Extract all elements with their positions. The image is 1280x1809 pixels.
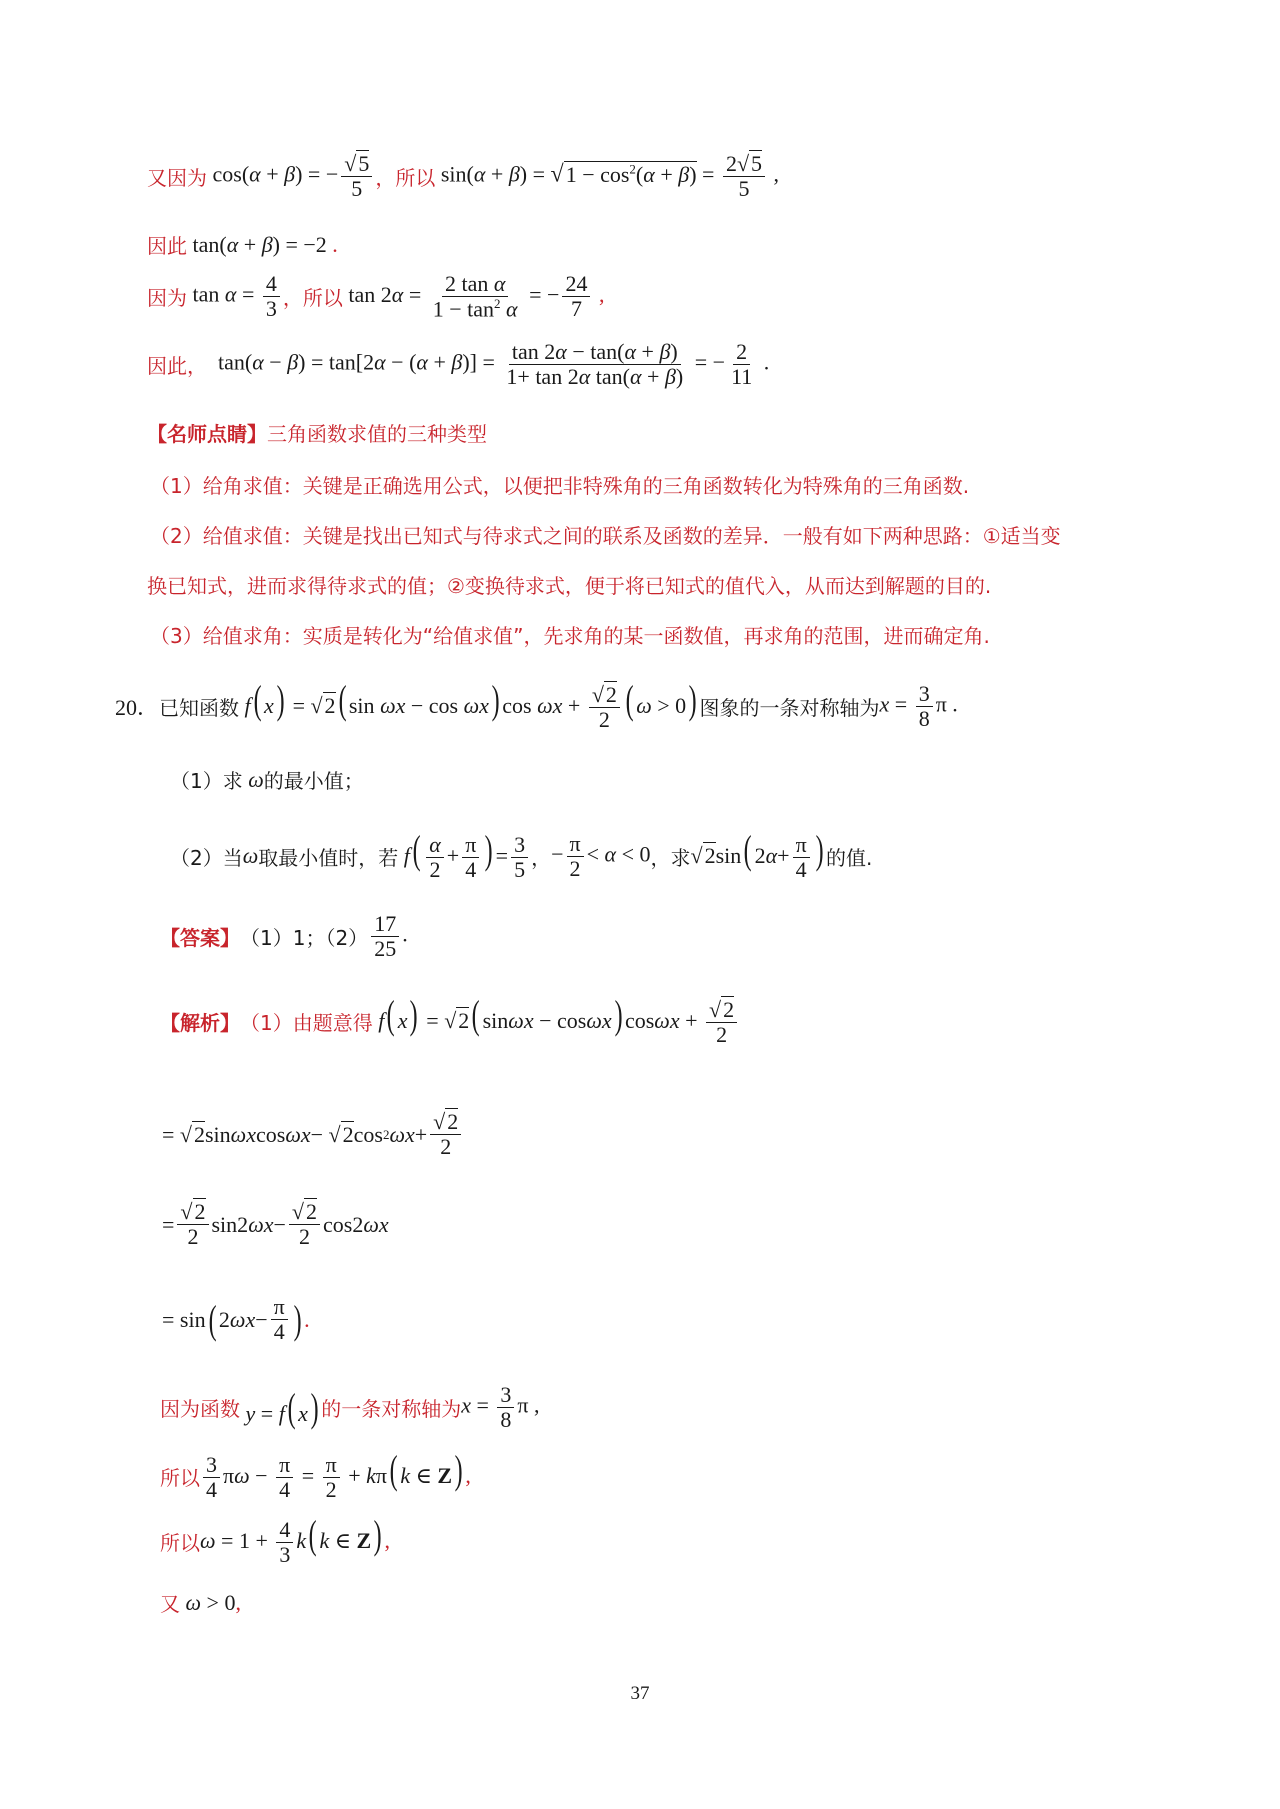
text: 的最小值；: [263, 769, 364, 793]
tip-item-2-cont: 换已知式，进而求得待求式的值；②变换待求式，便于将已知式的值代入，从而达到解题的目的.: [147, 574, 992, 598]
formula-omega-positive: ω > 0,: [185, 1589, 241, 1615]
formula-tan-diff: tan(α − β) = tan[2α − (α + β)] = $\frac{\tan 2\alpha - \tan(\alpha + \beta)}{\text{1+ tan 2α tan(α + β)}}$ = − $\frac{2}{11}$ .: [207, 339, 770, 390]
tip-item-3: （3）给值求角：实质是转化为“给值求值”，先求角的某一函数值，再求角的范围，进而确定角.: [150, 624, 990, 648]
formula-cos-sum: cos(α + β) = − $\frac{√5}{5}$: [207, 152, 375, 201]
text: 所以: [160, 1465, 200, 1490]
text: 取最小值时，若: [258, 845, 399, 870]
text: ，求: [650, 845, 691, 870]
text: （2）当: [170, 845, 243, 870]
teacher-tip-heading: [147, 418, 487, 447]
answer-text: （1）1；（2）: [240, 926, 369, 951]
formula-q2-condition: f( $\frac{\alpha}{2}$ + $\frac{\pi}{4}$ ) = $\frac{3}{5}$: [398, 830, 531, 883]
formula-alpha-range: − $\frac{\pi}{2}$ < α < 0: [551, 830, 651, 881]
text: 又因为: [147, 166, 207, 191]
step-3: = sin ( 2 ωx − $\frac{\pi}{4}$ ) .: [162, 1294, 310, 1345]
solution-line-tan-sum: [147, 230, 338, 259]
text: 已知函数: [159, 695, 240, 720]
text: （1）由题意得: [240, 1010, 373, 1035]
text: 因为: [147, 286, 187, 311]
tip-item-2: （2）给值求值：关键是找出已知式与待求式之间的联系及函数的差异．一般有如下两种思路：①适当变: [150, 524, 1061, 548]
text: 又: [160, 1592, 180, 1616]
formula-axis-restated: x = $\frac{3}{8}$ π ,: [461, 1382, 540, 1433]
answer-tag: 【答案】: [160, 926, 240, 951]
solution-line-tan-diff: [147, 340, 769, 389]
text: 因此，: [147, 354, 207, 379]
formula-equation: $\frac{3}{4}$ πω − $\frac{\pi}{4}$ = $\frac{\pi}{2}$ + kπ( k ∈ Z) ,: [200, 1450, 471, 1503]
tip-title: 三角函数求值的三种类型: [267, 422, 487, 446]
analysis-tag: 【解析】: [160, 1010, 240, 1035]
step-2: = $\frac{√2}{2}$ sin2 ωx − $\frac{√2}{2}$ cos2 ωx: [162, 1199, 389, 1250]
formula-tan-2a: tan 2α = $\frac{\text{2 tan α}}{1 - \tan^2 \alpha}$ = − $\frac{24}{7}$ ,: [342, 271, 605, 322]
text: 因此: [147, 234, 187, 258]
omega-solution-line: [160, 1512, 391, 1568]
analysis-intro: [160, 992, 740, 1048]
formula-fx: f( x) = √2( sin ωx − cos ωx) cos ωx + $\frac{√2}{2}$ ( ω > 0): [244, 677, 697, 733]
omega-positive-line: [160, 1588, 241, 1617]
formula-axis: x = $\frac{3}{8}$ π .: [879, 680, 958, 731]
problem-20-statement: [115, 677, 958, 733]
formula-y-fx: y = f( x): [245, 1384, 319, 1430]
formula-tan-sum: tan(α + β) = −2 .: [187, 231, 338, 257]
solution-line-tan2a: [147, 272, 604, 322]
formula-sin-sum: $\sin(\alpha + \beta) = √1 - \cos^2(\alpha + \beta)$ = $\frac{2√5}{5}$ ,: [435, 151, 780, 202]
answer-value: $\frac{17}{25}$ .: [368, 912, 408, 961]
formula-fx-restated: f( x) = √2( sinωx − cosωx) cosωx + $\frac{√2}{2}$: [373, 995, 740, 1048]
text: ，所以: [375, 166, 436, 191]
formula-tan-a: tan α = $\frac{4}{3}$: [187, 272, 283, 321]
solution-line-cos-sin: [147, 152, 779, 201]
formula-target: √2sin( 2α+ $\frac{\pi}{4}$ ): [690, 827, 824, 883]
page-number: 37: [630, 1683, 650, 1704]
tip-item-1: （1）给角求值：关键是正确选用公式，以便把非特殊角的三角函数转化为特殊角的三角函数.: [150, 474, 970, 498]
omega: ω: [242, 843, 259, 869]
tip-tag: 【名师点睛】: [147, 422, 267, 446]
formula-omega: ω = 1 + $\frac{4}{3}$ k( k ∈ Z) ,: [200, 1512, 391, 1568]
equation-line: [160, 1447, 471, 1503]
symmetry-line: [160, 1383, 540, 1432]
text: 所以: [160, 1530, 200, 1555]
problem-number: 20．: [115, 694, 160, 720]
step-1: = √ 2 sin ωx cos ωx − √ 2 cos 2 ωx + $\frac{√2}{2}$: [162, 1110, 464, 1159]
text: （1）求: [170, 769, 243, 793]
text: 的值.: [826, 845, 873, 870]
text: ，所以: [282, 286, 343, 311]
text: ，: [531, 845, 552, 870]
answer-line: [160, 912, 408, 961]
text: 图象的一条对称轴为: [699, 695, 880, 720]
problem-20-q2: [170, 827, 873, 883]
text: 因为函数: [160, 1397, 240, 1422]
omega: ω: [242, 766, 264, 792]
problem-20-q1: [170, 765, 364, 794]
text: 的一条对称轴为: [321, 1397, 462, 1422]
